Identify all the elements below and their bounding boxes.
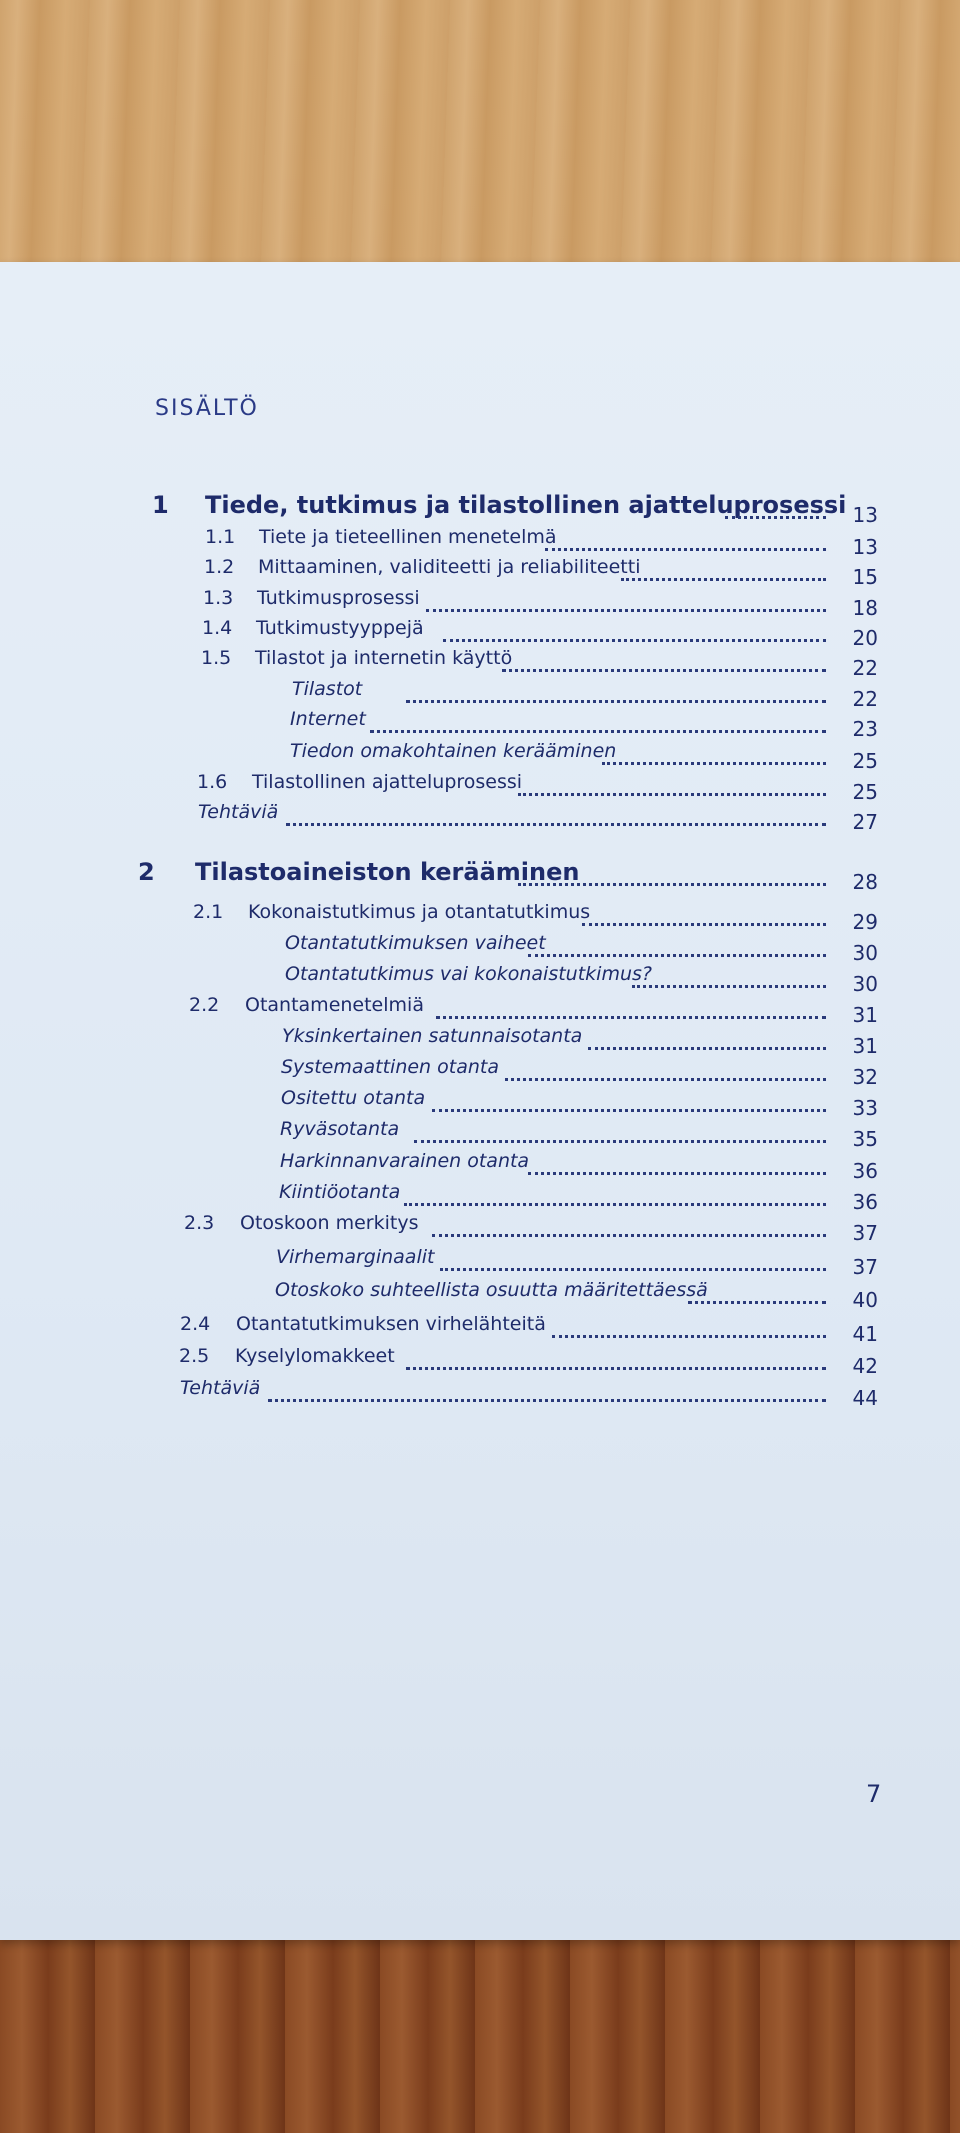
toc-entry-label: Kiintiöotanta (279, 1181, 401, 1203)
dot-leader (725, 494, 826, 519)
toc-entry-page: 15 (852, 565, 878, 589)
dot-leader (552, 1313, 826, 1338)
toc-entry-label: Tiedon omakohtainen kerääminen (290, 740, 617, 762)
toc-entry (0, 959, 960, 996)
toc-entry-number: 1.3 (203, 587, 234, 609)
toc-entry-page: 37 (852, 1255, 878, 1279)
dot-leader (518, 861, 826, 886)
dot-leader (414, 1118, 826, 1143)
toc-entry (0, 674, 960, 711)
toc-entry-number: 2.4 (180, 1313, 211, 1335)
toc-entry-label: Tiete ja tieteellinen menetelmä (259, 526, 557, 548)
toc-entry-label: Otantatutkimuksen virhelähteitä (236, 1313, 546, 1335)
toc-entry (0, 643, 960, 680)
toc-entry (0, 1052, 960, 1089)
toc-entry (0, 1341, 960, 1378)
dot-leader (632, 963, 826, 988)
dot-leader (268, 1377, 826, 1402)
toc-entry-number: 1.5 (201, 647, 232, 669)
toc-entry-number: 1.1 (205, 526, 236, 548)
toc-entry (0, 990, 960, 1027)
dot-leader (426, 587, 826, 612)
toc-entry-label: Kyselylomakkeet (235, 1345, 395, 1367)
toc-entry-number: 1.6 (197, 771, 228, 793)
toc-entry-label: Harkinnanvarainen otanta (280, 1150, 530, 1172)
toc-entry-page: 31 (852, 1034, 878, 1058)
toc-entry (0, 1083, 960, 1120)
toc-entry-label: Otantamenetelmiä (245, 994, 424, 1016)
toc-entry (0, 767, 960, 804)
toc-entry-page: 13 (852, 503, 878, 527)
dot-leader (502, 647, 826, 672)
toc-entry-page: 40 (852, 1288, 878, 1312)
toc-entry-number: 1.4 (202, 617, 233, 639)
toc-entry-label: Tutkimustyyppejä (256, 617, 424, 639)
toc-entry-label: Otoskoon merkitys (240, 1212, 419, 1234)
toc-entry-label: Kokonaistutkimus ja otantatutkimus (248, 901, 591, 923)
toc-entry-label: Tilastot ja internetin käyttö (255, 647, 513, 669)
dot-leader (518, 771, 826, 796)
dot-leader (432, 1087, 826, 1112)
toc-entry-label: Tilastollinen ajatteluprosessi (252, 771, 523, 793)
toc-entry-page: 44 (852, 1386, 878, 1410)
toc-entry-label: Tiede, tutkimus ja tilastollinen ajatteluprosessi (205, 491, 847, 519)
toc-entry-number: 2.1 (193, 901, 224, 923)
dot-leader (545, 526, 826, 551)
toc-entry-page: 36 (852, 1159, 878, 1183)
toc-entry-page: 13 (852, 535, 878, 559)
toc-entry-number: 2 (138, 858, 155, 886)
toc-entry-label: Systemaattinen otanta (281, 1056, 499, 1078)
dot-leader (528, 1150, 826, 1175)
toc-entry (0, 1242, 960, 1279)
dot-leader (436, 994, 826, 1019)
toc-entry (0, 1114, 960, 1151)
dot-leader (621, 556, 826, 581)
dot-leader (432, 1212, 826, 1237)
toc-entry-label: Mittaaminen, validiteetti ja reliabiliteetti (258, 556, 641, 578)
toc-entry (0, 1275, 960, 1312)
toc-entry-number: 2.3 (184, 1212, 215, 1234)
toc-entry-page: 36 (852, 1190, 878, 1214)
dot-leader (286, 801, 826, 826)
toc-entry-label: Tilastoaineiston kerääminen (195, 858, 580, 886)
toc-entry-label: Tutkimusprosessi (257, 587, 420, 609)
toc-entry-page: 25 (852, 749, 878, 773)
toc-entry-label: Ositettu otanta (281, 1087, 426, 1109)
toc-entry-label: Ryväsotanta (280, 1118, 400, 1140)
toc-entry (0, 1208, 960, 1245)
toc-entry-page: 20 (852, 626, 878, 650)
toc-entry (0, 1146, 960, 1183)
toc-entry-page: 22 (852, 656, 878, 680)
dot-leader (443, 617, 826, 642)
toc-entry (0, 857, 960, 894)
wooden-table-top (0, 0, 960, 280)
toc-entry-page: 37 (852, 1221, 878, 1245)
dot-leader (602, 740, 826, 765)
toc-entry-page: 41 (852, 1322, 878, 1346)
page-number: 7 (866, 1780, 882, 1808)
toc-entry-page: 27 (852, 810, 878, 834)
toc-entry-label: Otoskoko suhteellista osuutta määritettäessä (275, 1279, 708, 1301)
toc-entry-number: 2.2 (189, 994, 220, 1016)
toc-entry (0, 897, 960, 934)
dot-leader (406, 678, 826, 703)
toc-entry-number: 1.2 (204, 556, 235, 578)
dot-leader (406, 1345, 826, 1370)
toc-entry (0, 736, 960, 773)
toc-entry-label: Internet (290, 708, 366, 730)
toc-entry-number: 1 (152, 491, 169, 519)
toc-entry (0, 613, 960, 650)
dot-leader (505, 1056, 826, 1081)
wooden-table-bottom (0, 1925, 960, 2133)
toc-entry-label: Virhemarginaalit (276, 1246, 435, 1268)
toc-entry-page: 22 (852, 687, 878, 711)
toc-entry-page: 30 (852, 941, 878, 965)
toc-entry (0, 552, 960, 589)
toc-entry-number: 2.5 (179, 1345, 210, 1367)
toc-entry-page: 23 (852, 717, 878, 741)
toc-entry-page: 32 (852, 1065, 878, 1089)
toc-entry (0, 522, 960, 559)
toc-entry-page: 25 (852, 780, 878, 804)
toc-entry-page: 35 (852, 1127, 878, 1151)
toc-entry-page: 28 (852, 870, 878, 894)
toc-entry-label: Tehtäviä (180, 1377, 261, 1399)
toc-entry-page: 31 (852, 1003, 878, 1027)
toc-entry-page: 29 (852, 910, 878, 934)
dot-leader (588, 1025, 826, 1050)
toc-entry (0, 1021, 960, 1058)
dot-leader (440, 1246, 826, 1271)
dot-leader (688, 1279, 826, 1304)
toc-entry-label: Otantatutkimus vai kokonaistutkimus? (285, 963, 652, 985)
toc-entry-label: Tehtäviä (198, 801, 279, 823)
toc-entry-label: Tilastot (292, 678, 363, 700)
toc-entry (0, 1309, 960, 1346)
toc-entry (0, 1177, 960, 1214)
toc-entry (0, 928, 960, 965)
toc-entry-label: Yksinkertainen satunnaisotanta (282, 1025, 583, 1047)
dot-leader (370, 708, 826, 733)
toc-entry-label: Otantatutkimuksen vaiheet (285, 932, 546, 954)
toc-entry (0, 704, 960, 741)
dot-leader (528, 932, 826, 957)
toc-entry-page: 42 (852, 1354, 878, 1378)
dot-leader (404, 1181, 826, 1206)
toc-entry (0, 583, 960, 620)
toc-entry-page: 18 (852, 596, 878, 620)
toc-entry-page: 33 (852, 1096, 878, 1120)
toc-entry (0, 797, 960, 834)
toc-heading: SISÄLTÖ (155, 396, 259, 421)
toc-entry-page: 30 (852, 972, 878, 996)
toc-entry (0, 1373, 960, 1410)
dot-leader (582, 901, 826, 926)
toc-entry (0, 490, 960, 527)
